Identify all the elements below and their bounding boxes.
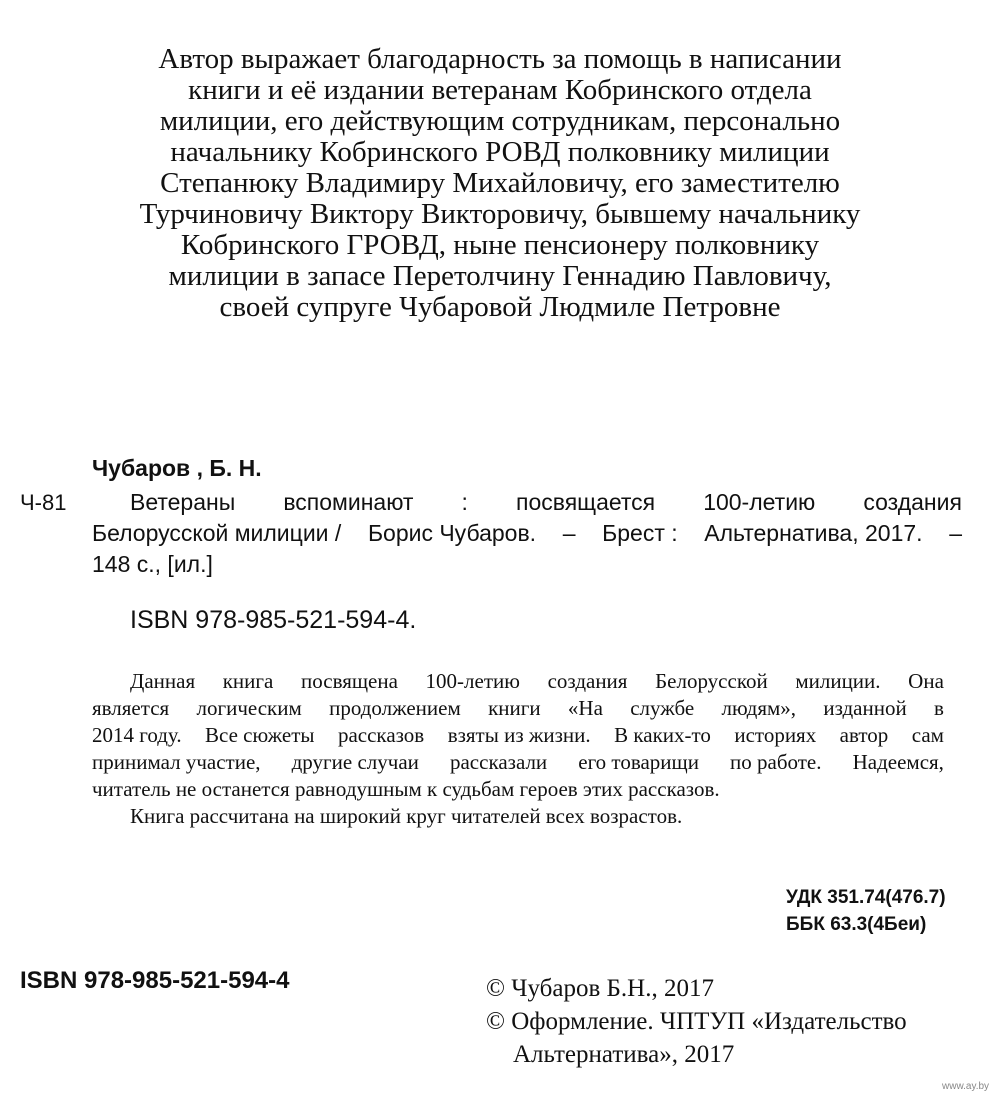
abstract-word: создания xyxy=(547,669,628,693)
abstract-word: Книга рассчитана на широкий круг читателей всех возрастов. xyxy=(130,804,683,828)
abstract-word: сам xyxy=(911,723,944,747)
abstract-line xyxy=(92,722,944,749)
biblio-word: создания xyxy=(863,489,962,515)
biblio-word: Альтернатива, 2017. xyxy=(704,520,923,546)
ack-line: Автор выражает благодарность за помощь в написании xyxy=(158,43,842,75)
ack-line: своей супруге Чубаровой Людмиле Петровне xyxy=(219,291,781,323)
ack-line: начальнику Кобринского РОВД полковнику милиции xyxy=(170,136,830,168)
biblio-word: 148 с., [ил.] xyxy=(92,551,213,577)
abstract-word: историях xyxy=(734,723,817,747)
abstract-word: является xyxy=(92,696,170,720)
copyright-line: © Чубаров Б.Н., 2017 xyxy=(486,975,714,1002)
biblio-word: посвящается xyxy=(515,489,656,515)
ack-line: книги и её издании ветеранам Кобринского отдела xyxy=(188,74,812,106)
ack-line: милиции в запасе Перетолчину Геннадию Павловичу, xyxy=(168,260,832,292)
ack-line: Степанюку Владимиру Михайловичу, его заместителю xyxy=(160,167,840,199)
abstract-word: Все сюжеты xyxy=(205,723,315,747)
ack-line: милиции, его действующим сотрудникам, персонально xyxy=(159,105,841,137)
biblio-word: : xyxy=(461,489,468,515)
biblio-word: Ветераны xyxy=(130,489,236,515)
copyright-line: © Оформление. ЧПТУП «Издательство xyxy=(486,1008,907,1035)
biblio-word: – xyxy=(949,520,962,546)
biblio-word: вспоминают xyxy=(283,489,414,515)
ack-line: Турчиновичу Виктору Викторовичу, бывшему начальнику xyxy=(139,198,861,230)
abstract-word: службе xyxy=(630,696,695,720)
biblio-word: 100-летию xyxy=(703,489,816,515)
biblio-line xyxy=(92,487,962,518)
bbk-code: ББК 63.3(4Беи) xyxy=(786,914,927,935)
abstract-word: милиции. xyxy=(795,669,881,693)
abstract-word: логическим xyxy=(196,696,302,720)
acknowledgement-text xyxy=(60,44,940,323)
abstract-word: Белорусской xyxy=(655,669,768,693)
abstract-word: по работе. xyxy=(730,750,822,774)
abstract-word: посвящена xyxy=(300,669,398,693)
abstract-word: Она xyxy=(908,669,944,693)
abstract-word: его товарищи xyxy=(578,750,699,774)
biblio-line xyxy=(92,518,962,549)
abstract-word: читатель не останется равнодушным к судьбам героев этих рассказов. xyxy=(92,777,720,801)
catalog-code: Ч-81 xyxy=(20,490,67,515)
abstract-line xyxy=(92,749,944,776)
biblio-word: Борис Чубаров. xyxy=(367,520,537,546)
abstract-word: 100-летию xyxy=(425,669,520,693)
abstract-word: взяты из жизни. xyxy=(447,723,591,747)
biblio-word: Брест : xyxy=(602,520,678,546)
abstract-line xyxy=(92,803,944,830)
classification-codes xyxy=(786,884,946,938)
abstract-line xyxy=(92,695,944,722)
biblio-line xyxy=(92,549,962,580)
footer-isbn: ISBN 978-985-521-594-4 xyxy=(20,967,290,994)
book-abstract xyxy=(92,668,944,830)
abstract-word: рассказали xyxy=(449,750,548,774)
abstract-word: принимал участие, xyxy=(92,750,261,774)
abstract-word: другие случаи xyxy=(291,750,419,774)
copyright-line: Альтернатива», 2017 xyxy=(513,1041,735,1068)
bibliographic-description xyxy=(92,487,962,580)
abstract-word: «На xyxy=(567,696,603,720)
abstract-word: изданной xyxy=(823,696,907,720)
abstract-word: В каких-то xyxy=(614,723,711,747)
site-watermark: www.ay.by xyxy=(942,1081,990,1092)
abstract-word: людям», xyxy=(721,696,797,720)
abstract-word: в xyxy=(934,696,944,720)
catalog-isbn: ISBN 978-985-521-594-4. xyxy=(130,606,417,634)
biblio-word: Белорусской милиции / xyxy=(92,520,342,546)
abstract-word: книги xyxy=(488,696,541,720)
biblio-word: – xyxy=(562,520,576,546)
abstract-word: рассказов xyxy=(337,723,425,747)
abstract-line xyxy=(92,776,944,803)
abstract-word: автор xyxy=(839,723,889,747)
catalog-author: Чубаров , Б. Н. xyxy=(92,455,262,481)
abstract-word: книга xyxy=(222,669,274,693)
abstract-line xyxy=(92,668,944,695)
abstract-word: Надеемся, xyxy=(852,750,944,774)
abstract-word: продолжением xyxy=(329,696,461,720)
copyright-notice xyxy=(486,972,907,1071)
ack-line: Кобринского ГРОВД, ныне пенсионеру полковнику xyxy=(180,229,820,261)
abstract-word: Данная xyxy=(130,669,196,693)
abstract-word: 2014 году. xyxy=(92,723,182,747)
udk-code: УДК 351.74(476.7) xyxy=(786,887,946,908)
